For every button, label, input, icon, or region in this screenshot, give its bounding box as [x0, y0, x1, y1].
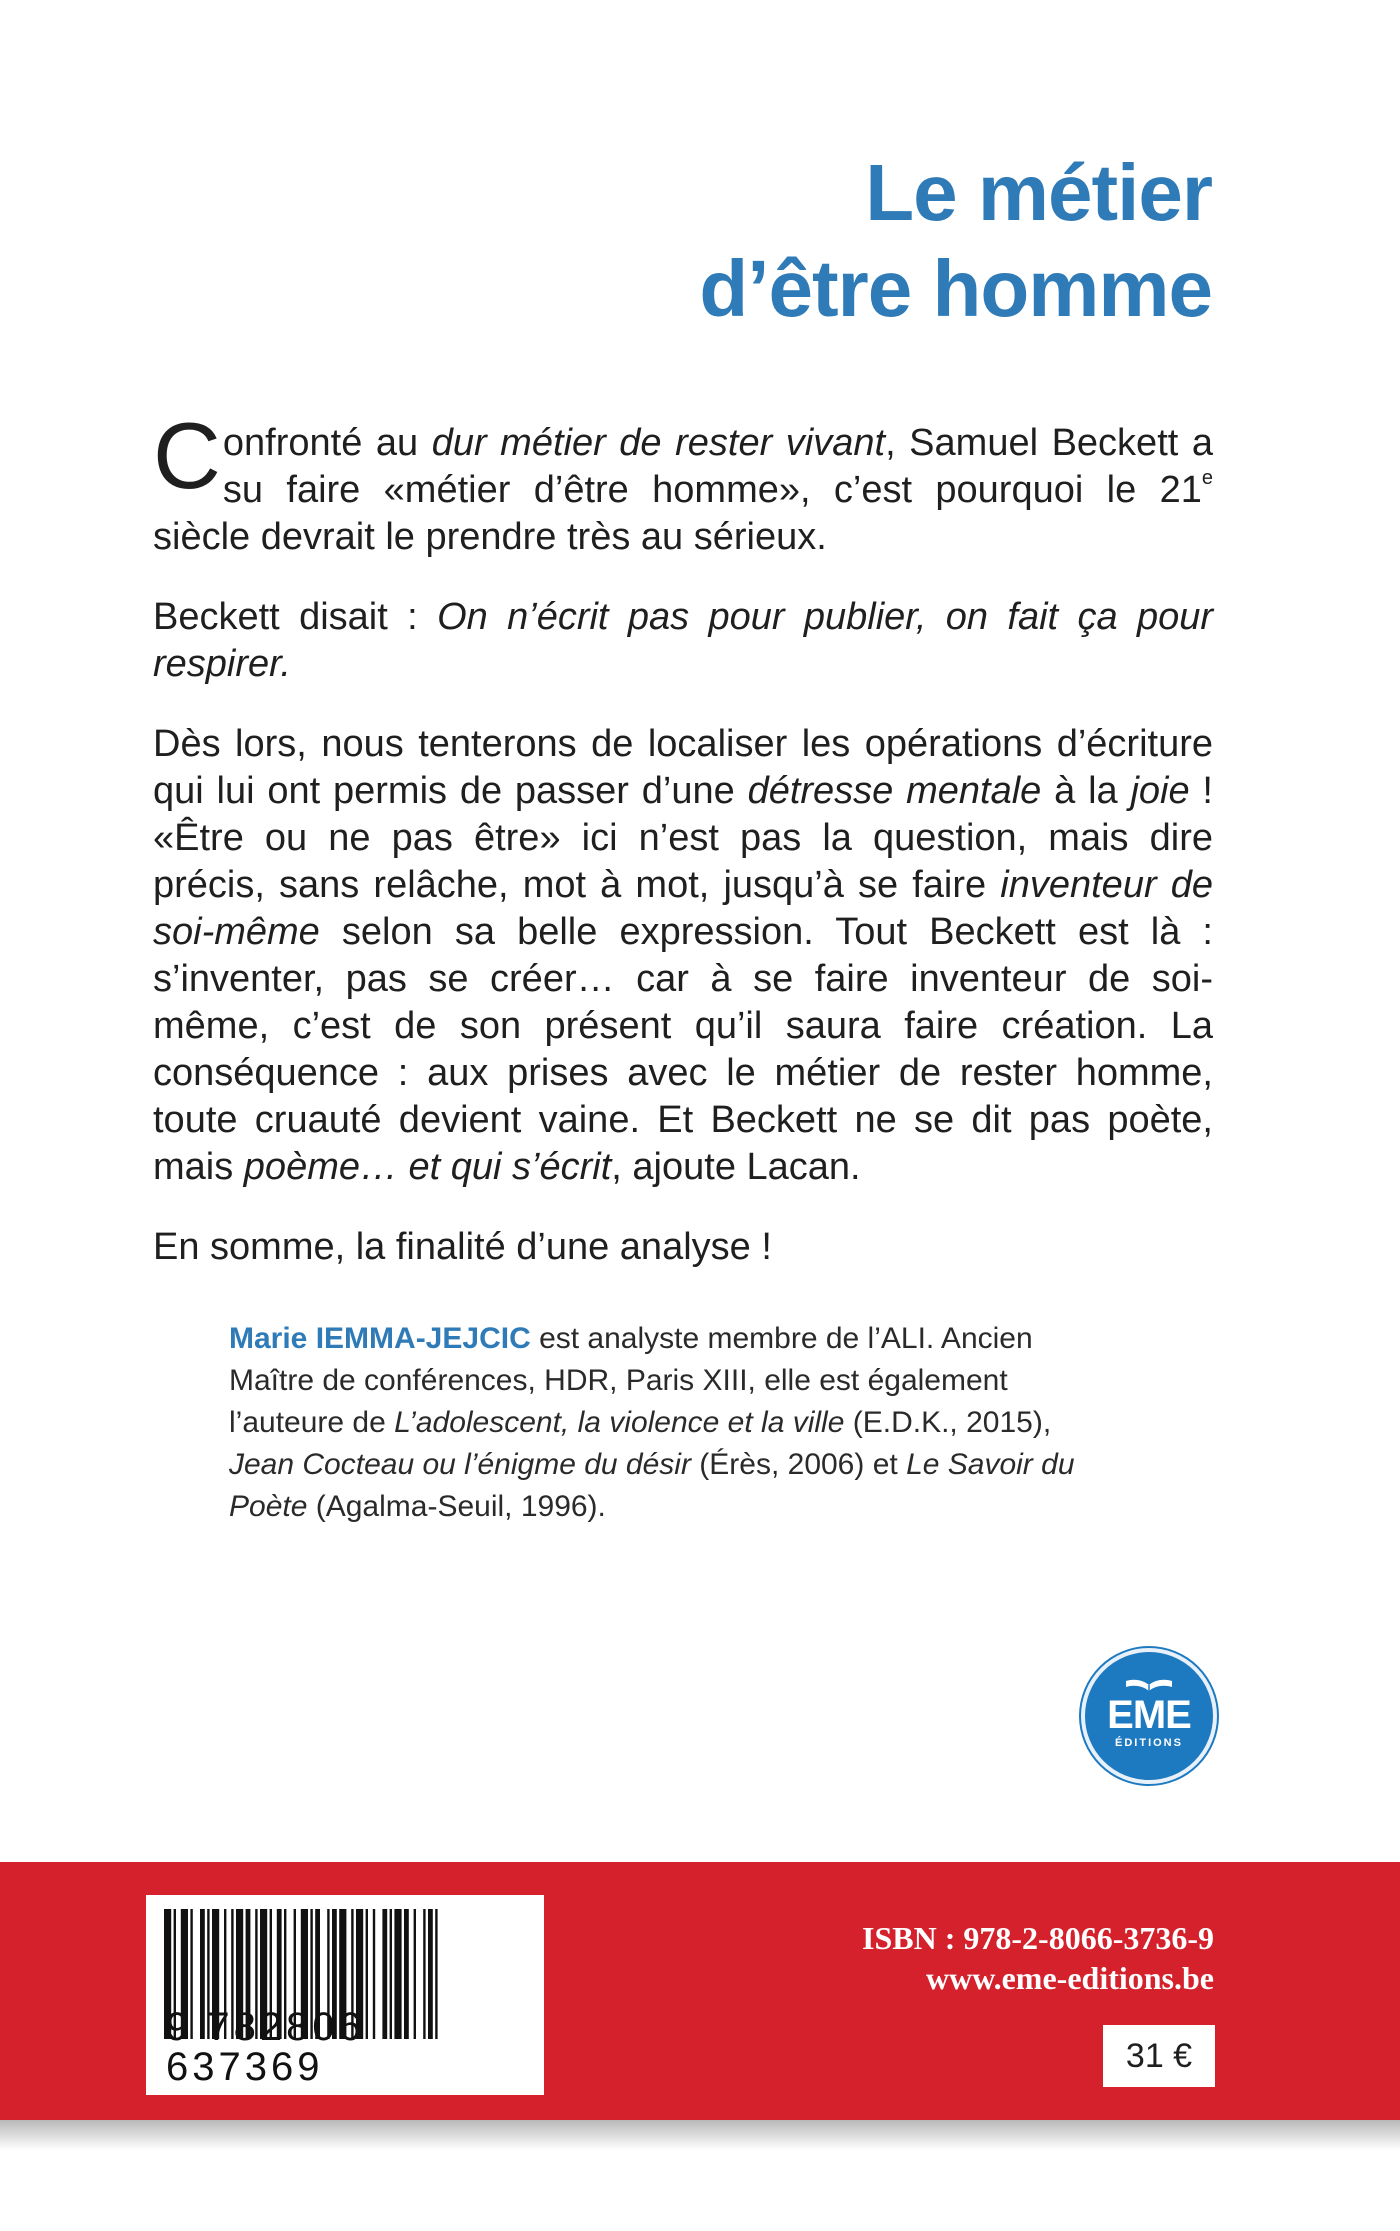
back-cover-blurb: [153, 403, 1213, 1304]
barcode: [146, 1895, 544, 2095]
bio-text: (Érès, 2006) et: [690, 1448, 907, 1481]
book-title: [699, 145, 1212, 337]
blurb-paragraph-4: En somme, la finalité d’une analyse !: [153, 1226, 772, 1268]
blurb-text: selon sa belle expression. Tout Beckett est là : s’inventer, pas se créer… car à se faire inventeur de soi-même, c’est de son présent qu’il saura faire création. La conséquence : aux prises avec le métier de rester homme, toute cruauté devient vaine. Et Beckett ne se dit pas poète, mais: [153, 911, 1213, 1188]
blurb-text: Beckett disait :: [153, 596, 438, 638]
author-bio: [229, 1318, 1119, 1528]
price: 31 €: [1103, 2025, 1215, 2087]
publisher-logo-sub: ÉDITIONS: [1115, 1737, 1183, 1749]
publisher-logo: [1081, 1648, 1217, 1784]
isbn: ISBN : 978-2-8066-3736-9: [862, 1920, 1214, 1956]
bio-text: (Agalma-Seuil, 1996).: [307, 1490, 606, 1523]
century-superscript: e: [1201, 467, 1213, 489]
blurb-italic: inventeur de soi-même: [153, 864, 1213, 953]
author-name: Marie IEMMA-JEJCIC: [229, 1322, 531, 1355]
blurb-italic: poème… et qui s’écrit: [243, 1146, 612, 1188]
bio-book-title: Le Savoir du Poète: [229, 1448, 1075, 1523]
open-book-icon: [1124, 1677, 1174, 1693]
blurb-text: , ajoute Lacan.: [611, 1146, 861, 1188]
blurb-text: ! «Être ou ne pas être» ici n’est pas la question, mais dire précis, sans relâche, mot à mot, jusqu’à se faire: [153, 770, 1213, 906]
blurb-paragraph-2: [153, 594, 1213, 688]
publisher-website: www.eme-editions.be: [926, 1960, 1214, 1996]
blurb-italic: On n’écrit pas pour publier, on fait ça pour respirer.: [153, 596, 1213, 685]
blurb-italic: dur métier de rester vivant: [431, 422, 886, 464]
publisher-logo-name: EME: [1107, 1693, 1191, 1737]
blurb-text: onfronté au: [222, 422, 432, 464]
blurb-text: siècle devrait le prendre très au sérieux.: [153, 516, 827, 558]
blurb-italic: joie: [1130, 770, 1190, 812]
title-line-1: Le métier: [865, 148, 1212, 237]
bio-text: (E.D.K., 2015),: [844, 1406, 1052, 1439]
blurb-paragraph-3: [153, 721, 1213, 1191]
blurb-text: , Samuel Beckett a su faire «métier d’être homme», c’est pourquoi le 21: [222, 422, 1213, 511]
title-line-2: d’être homme: [699, 244, 1212, 333]
page-bottom-shadow: [0, 2120, 1400, 2150]
blurb-italic: détresse mentale: [747, 770, 1042, 812]
blurb-text: Dès lors, nous tenterons de localiser les opérations d’écriture qui lui ont permis de passer d’une: [153, 723, 1213, 812]
blurb-text: à la: [1041, 770, 1131, 812]
bio-book-title: L’adolescent, la violence et la ville: [394, 1406, 845, 1439]
bio-book-title: Jean Cocteau ou l’énigme du désir: [229, 1448, 691, 1481]
barcode-number: 9 782806 637369: [166, 2005, 365, 2089]
drop-cap: C: [153, 403, 221, 508]
bio-text: est analyste membre de l’ALI. Ancien Maître de conférences, HDR, Paris XIII, elle est également l’auteure de: [229, 1322, 1033, 1439]
blurb-paragraph-1: [153, 403, 1213, 561]
